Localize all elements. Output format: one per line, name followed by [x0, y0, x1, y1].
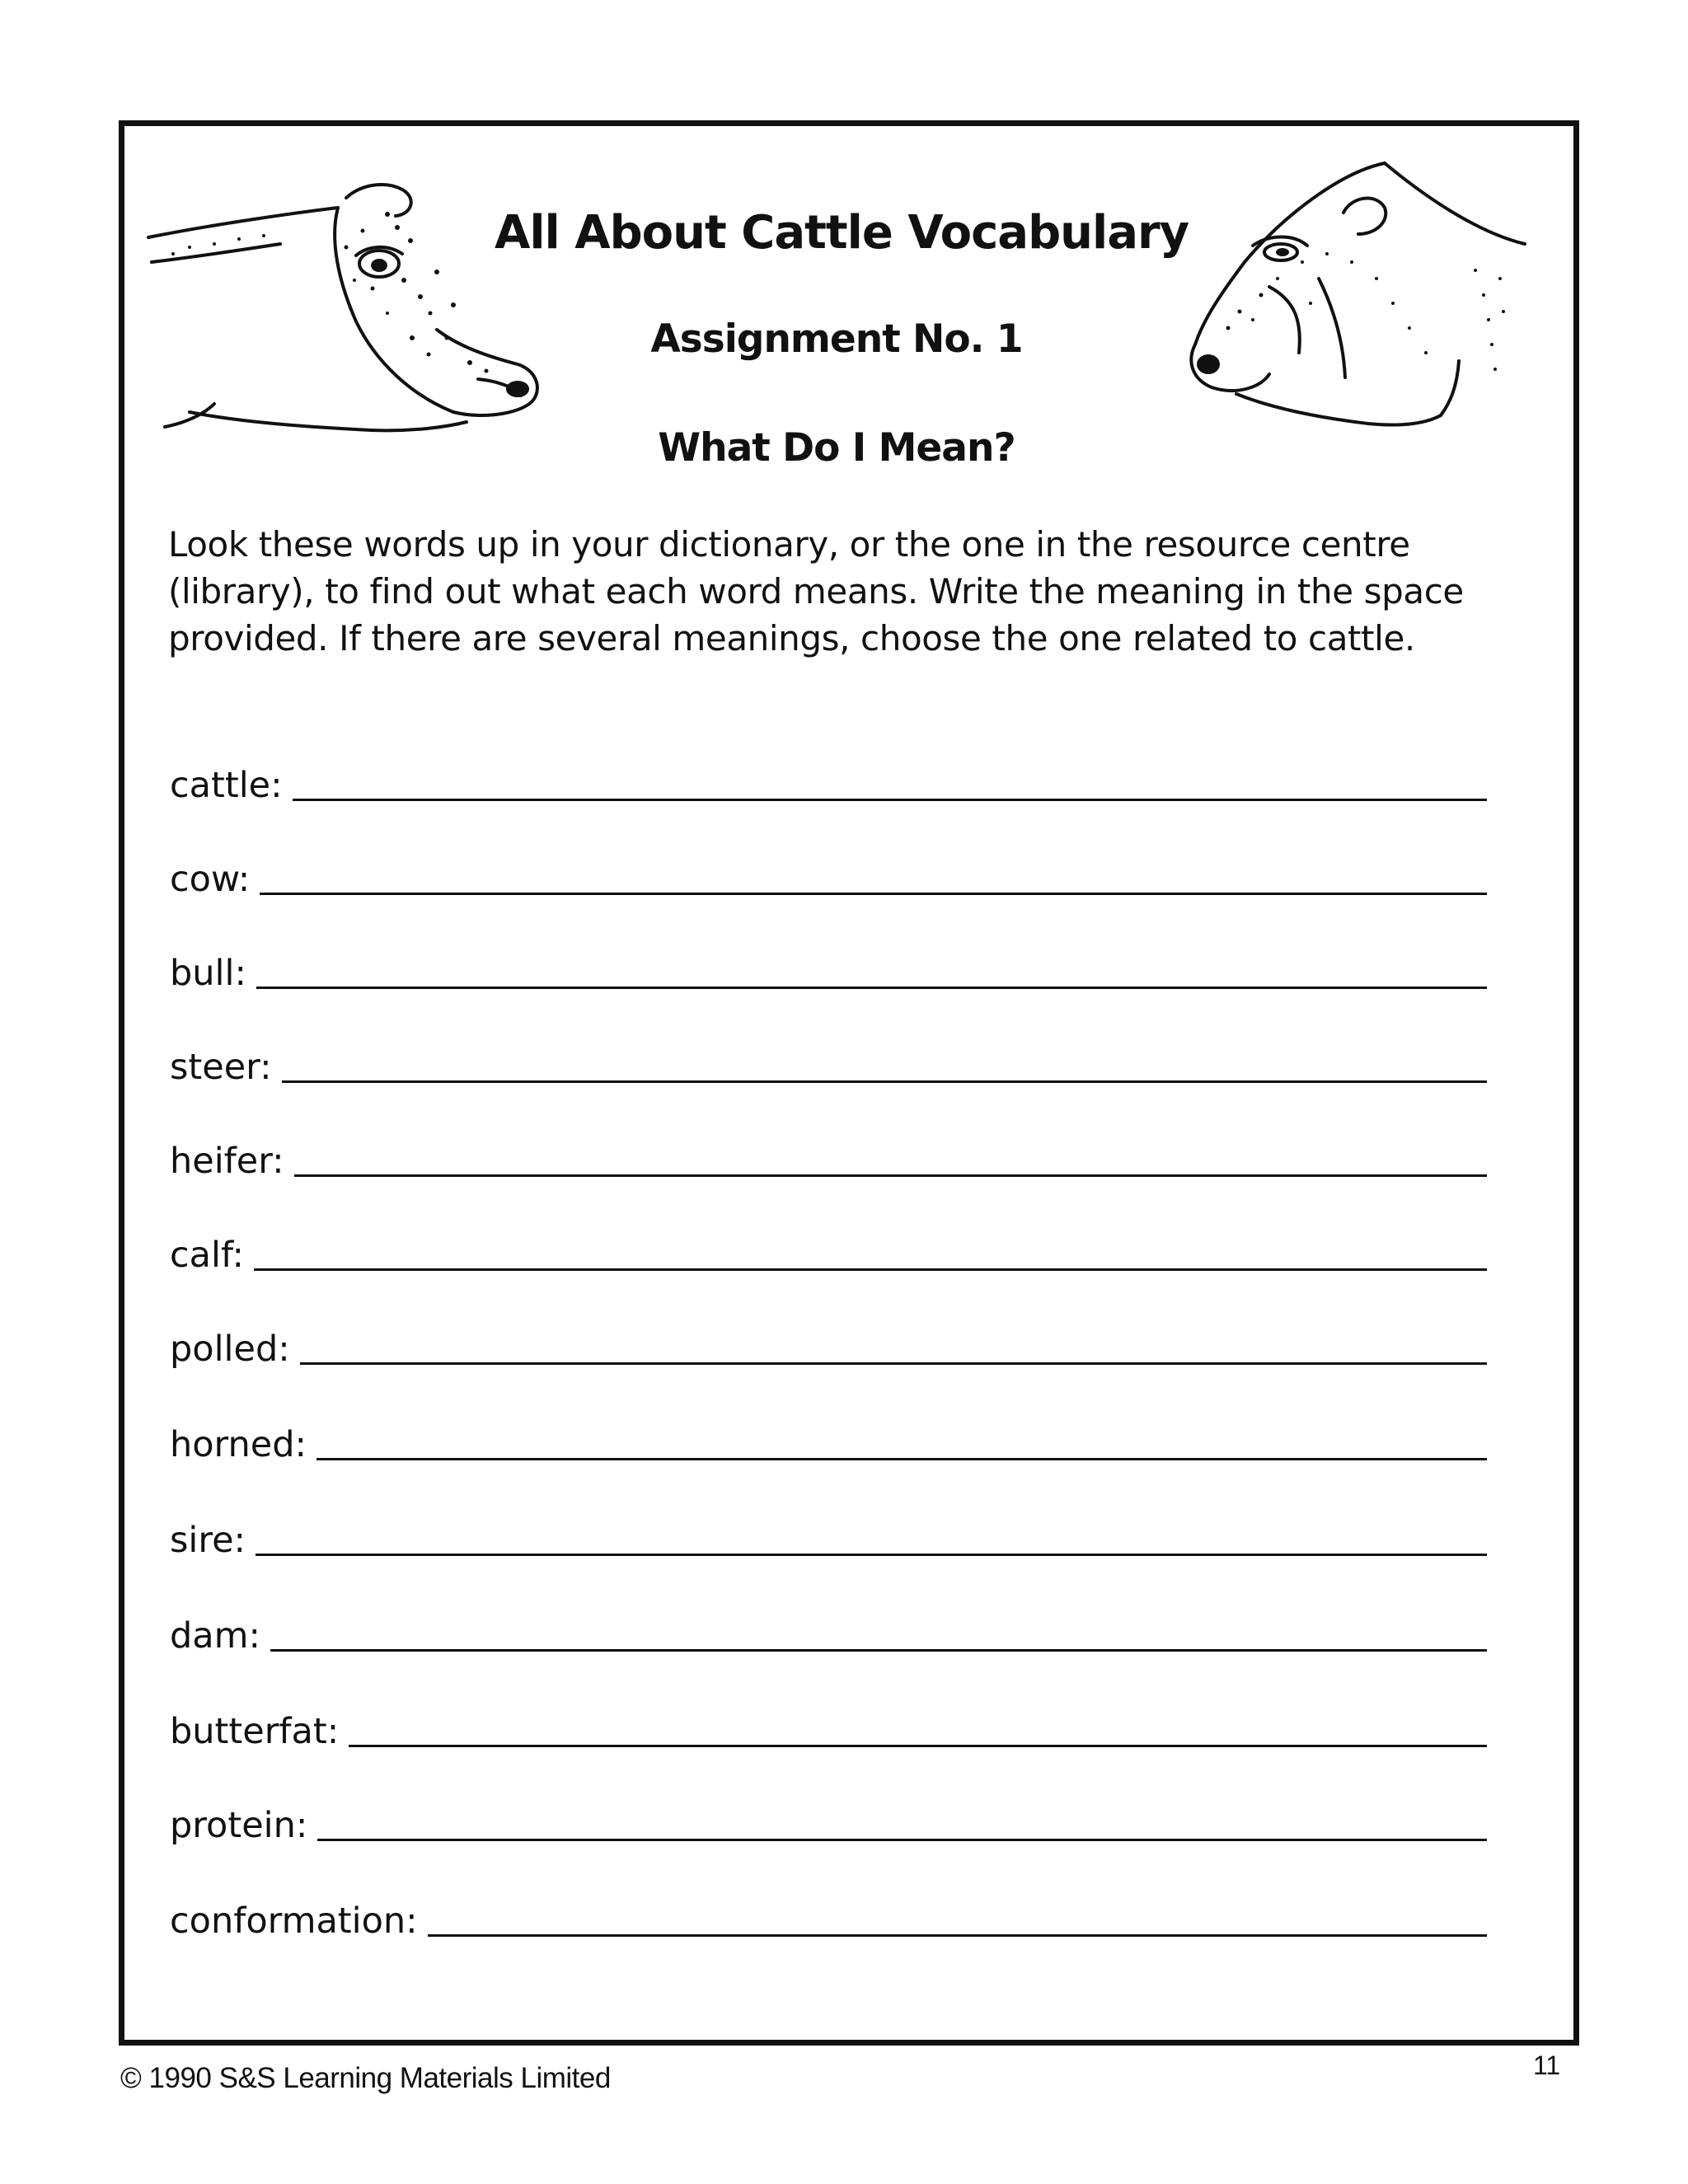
- vocab-row-sire: [170, 1511, 1487, 1561]
- answer-line[interactable]: [282, 1080, 1487, 1083]
- question-heading: What Do I Mean?: [658, 425, 1015, 471]
- vocab-row-butterfat: [170, 1703, 1487, 1752]
- assignment-number: Assignment No. 1: [650, 316, 1023, 362]
- answer-line[interactable]: [300, 1362, 1487, 1365]
- copyright-notice: © 1990 S&S Learning Materials Limited: [120, 2062, 611, 2094]
- vocab-term: conformation:: [170, 1900, 418, 1942]
- vocab-row-protein: [170, 1797, 1487, 1846]
- page-number: 11: [1533, 2050, 1561, 2080]
- worksheet-title: All About Cattle Vocabulary: [495, 206, 1189, 260]
- vocab-row-conformation: [170, 1892, 1487, 1942]
- vocab-term: cattle:: [170, 765, 283, 806]
- vocab-term: horned:: [170, 1424, 307, 1465]
- answer-line[interactable]: [270, 1649, 1487, 1652]
- vocab-row-heifer: [170, 1132, 1487, 1182]
- answer-line[interactable]: [254, 1268, 1487, 1271]
- answer-line[interactable]: [317, 1839, 1487, 1841]
- vocab-term: bull:: [170, 953, 246, 994]
- vocab-row-dam: [170, 1607, 1487, 1657]
- vocab-term: steer:: [170, 1047, 272, 1088]
- vocab-term: calf:: [170, 1235, 245, 1276]
- answer-line[interactable]: [349, 1745, 1487, 1747]
- cow-head-right-image: [1137, 155, 1533, 452]
- answer-line[interactable]: [256, 1554, 1487, 1556]
- answer-line[interactable]: [428, 1934, 1487, 1937]
- answer-line[interactable]: [293, 799, 1487, 801]
- vocab-row-steer: [170, 1038, 1487, 1088]
- vocab-row-calf: [170, 1226, 1487, 1276]
- vocab-term: protein:: [170, 1805, 308, 1846]
- vocab-term: cow:: [170, 859, 251, 900]
- vocab-term: butterfat:: [170, 1711, 340, 1752]
- vocab-row-bull: [170, 944, 1487, 994]
- answer-line[interactable]: [316, 1458, 1487, 1460]
- vocab-term: polled:: [170, 1329, 290, 1370]
- vocab-term: heifer:: [170, 1141, 284, 1182]
- answer-line[interactable]: [256, 987, 1487, 989]
- instructions-paragraph: Look these words up in your dictionary, or the one in the resource centre (library), to find out what each word means. Write the meaning in the space provided. If there are several meanings, choose the one related to cattle.: [168, 524, 1464, 658]
- vocab-term: dam:: [170, 1615, 261, 1657]
- vocab-row-horned: [170, 1416, 1487, 1465]
- answer-line[interactable]: [294, 1174, 1487, 1177]
- vocab-term: sire:: [170, 1520, 246, 1561]
- vocab-row-polled: [170, 1320, 1487, 1370]
- vocab-row-cattle: [170, 757, 1487, 806]
- answer-line[interactable]: [260, 893, 1487, 895]
- vocab-row-cow: [170, 851, 1487, 900]
